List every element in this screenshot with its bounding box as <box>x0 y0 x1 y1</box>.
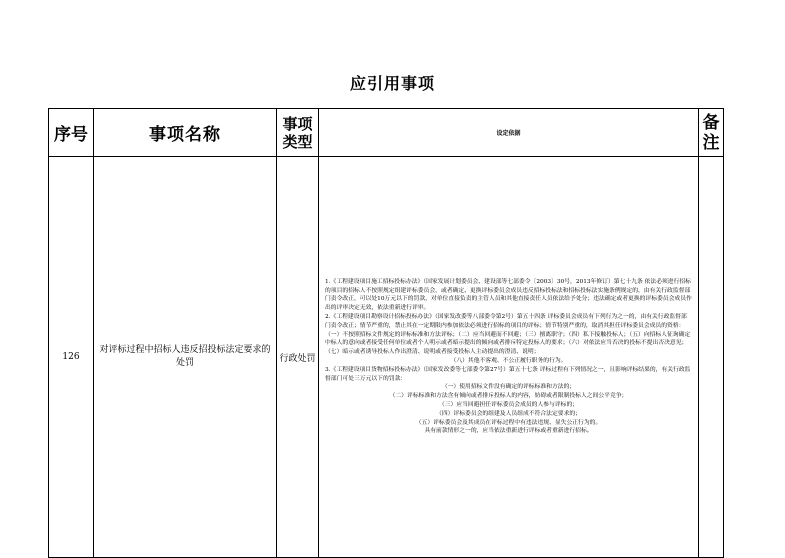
items-table <box>48 108 724 558</box>
cell-note <box>699 157 724 558</box>
basis-line: （八）其他不客观、不公正履行职务的行为。 <box>450 358 567 364</box>
table-row <box>49 157 724 558</box>
basis-line: （五）评标委员会及其成员在评标过程中有违法违规、显失公正行为的。 <box>415 419 602 426</box>
cell-type: 行政处罚 <box>277 157 319 558</box>
page-title: 应引用事项 <box>349 74 435 93</box>
basis-line: 3.《工程建设项目货物招标投标办法》（国家发改委等七部委令第27号）第五十七条 评标过程有下列情况之一，且影响评标结果的，有关行政监督部门可处三万元以下的罚款： <box>325 366 691 382</box>
basis-line: （一）使用招标文件没有确定的评标标准和方法的； <box>441 384 576 391</box>
basis-line: 具有前款情形之一的，应当依法重新进行评标或者重新进行招标。 <box>424 428 593 435</box>
basis-line: （四）评标委员会的组建及人员组成不符合法定要求的； <box>436 410 581 417</box>
header-seq: 序号 <box>49 109 94 157</box>
table-header-row <box>49 109 724 157</box>
basis-line: （三）应当回避担任评标委员会成员的人参与评标的； <box>438 401 579 408</box>
cell-name: 对评标过程中招标人违反招投标法定要求的处罚 <box>94 157 277 558</box>
cell-basis <box>319 157 699 558</box>
cell-seq: 126 <box>49 157 94 558</box>
header-name: 事项名称 <box>94 109 277 157</box>
header-type: 事项类型 <box>277 109 319 157</box>
basis-line: 1.《工程建设项目施工招标投标办法》（国家发展计划委员会、建设部等七部委令〔2003〕30号，2013年修订）第七十九条 依法必须进行招标的项目的招标人不按照规定组建评标委员会，或者确定、更换评标委员会成员违反招标投标法和招标投标法实施条例规定的，由有关行政监督部门责令改正，可以处10万元以下的罚款，对单位直接负责的主管人员和其他直接责任人员依法给予处分；违法确定或者更换的评标委员会成员作出的评审决定无效，依法重新进行评审。 <box>325 278 692 312</box>
basis-line: （二）评标标准和方法含有倾向或者排斥投标人的内容，妨碍或者限制投标人之间公平竞争； <box>389 393 628 400</box>
header-basis: 设定依据 <box>319 109 699 157</box>
header-note: 备注 <box>699 109 724 157</box>
basis-line: 2.《工程建设项目勘察设计招标投标办法》（国家发改委等八部委令第2号）第五十四条 评标委员会成员有下列行为之一的，由有关行政监督部门责令改正；情节严重的，禁止其在一定期限内参加依法必须进行招标的项目的评标；情节特别严重的，取消其担任评标委员会成员的资格：（一）不按照招标文件规定的评标标准和方法评标；（二）应当回避而不回避；（三）擅离职守；（四）私下接触投标人；（五）向招标人征询确定中标人的意向或者接受任何单位或者个人明示或者暗示提出的倾向或者排斥特定投标人的要求；（六）对依法应当否决的投标不提出否决意见；（七）暗示或者诱导投标人作出澄清、说明或者接受投标人主动提出的澄清、说明； <box>325 314 691 356</box>
